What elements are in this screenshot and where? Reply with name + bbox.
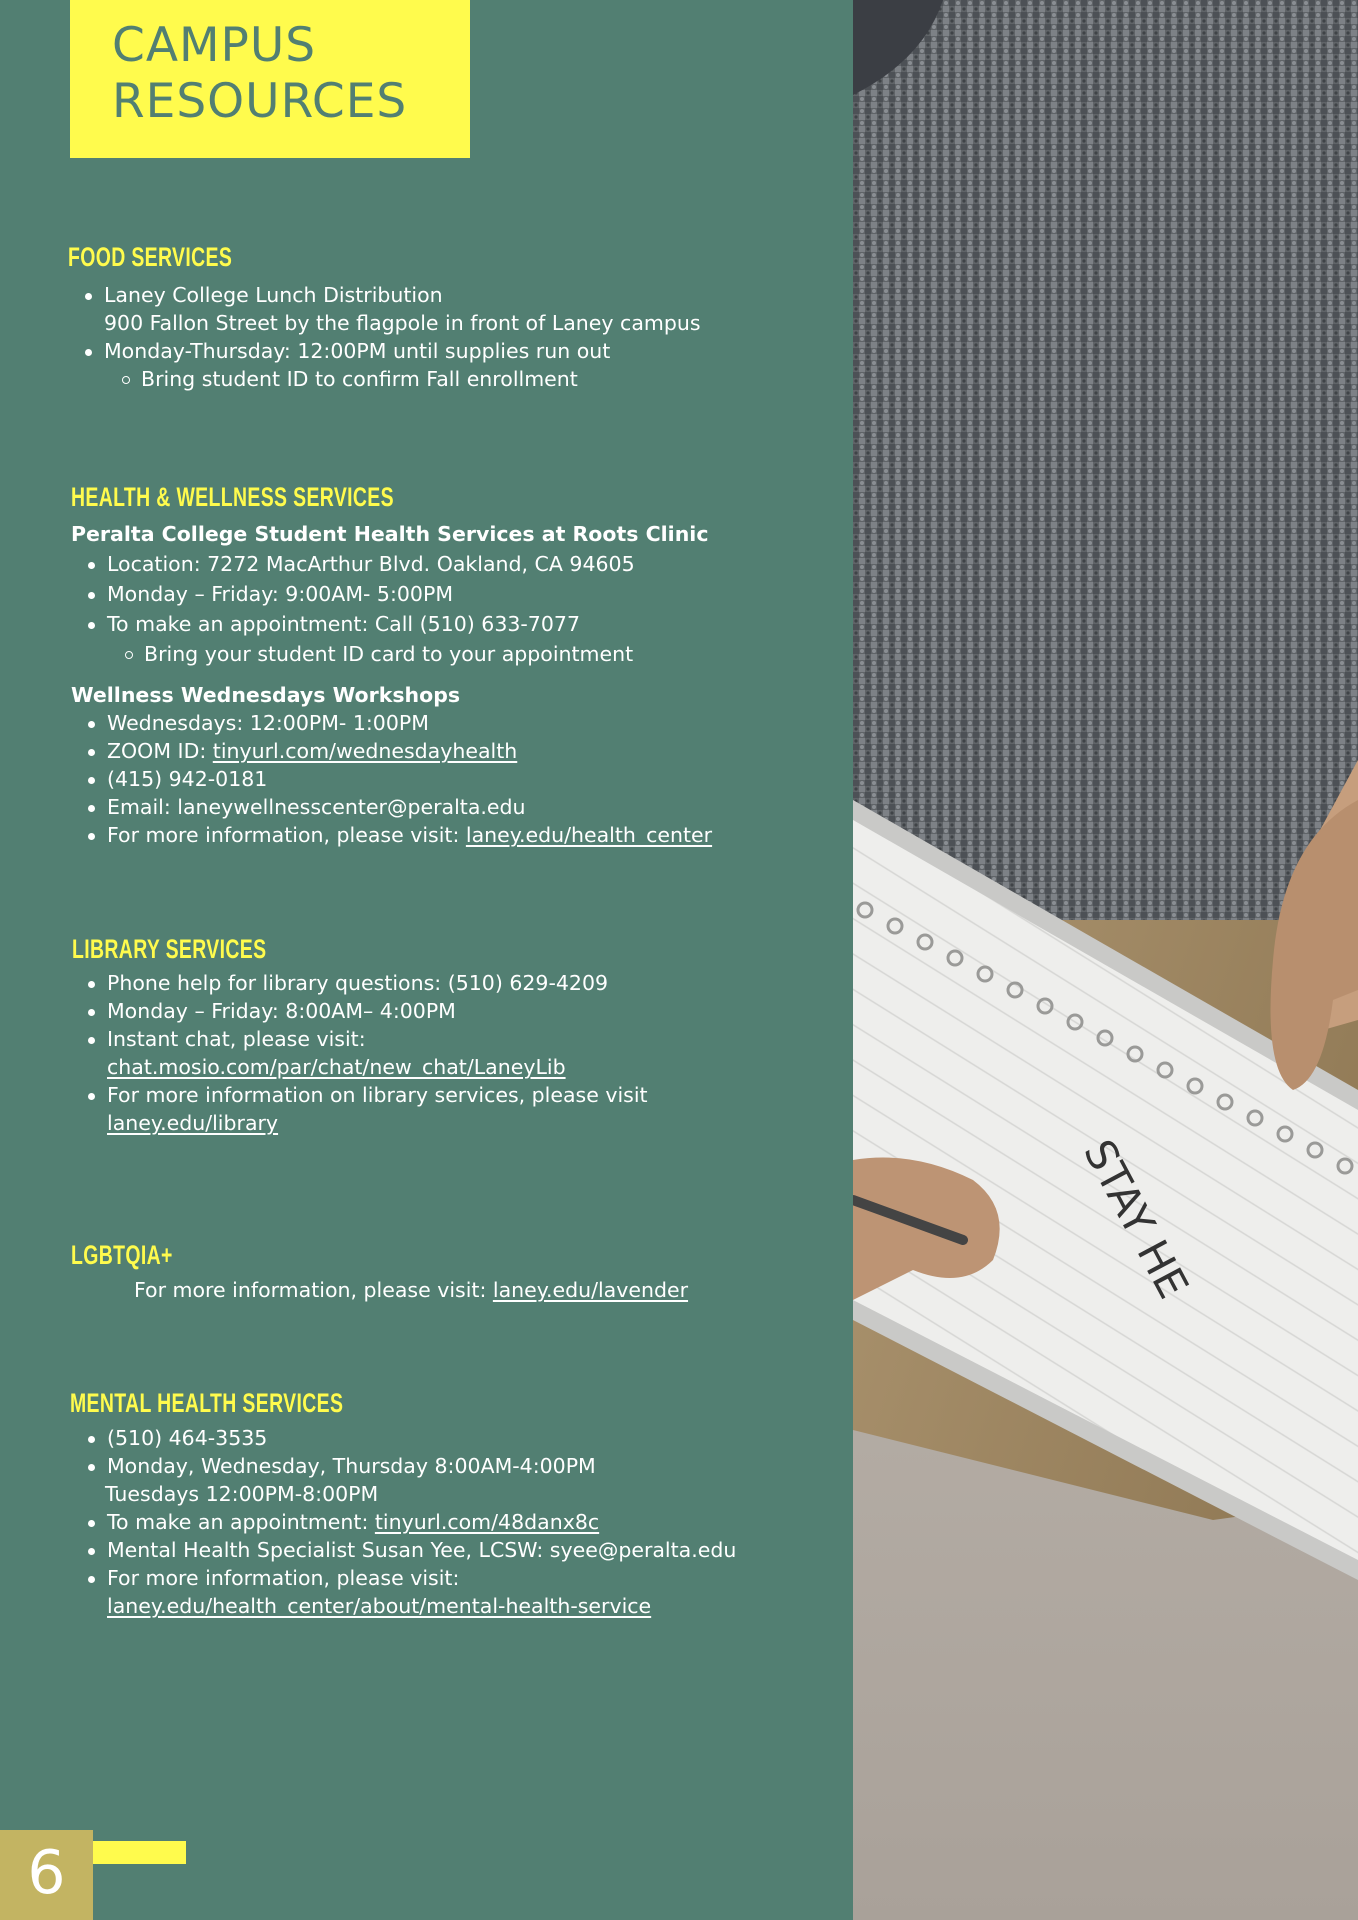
mental-health-link[interactable]: laney.edu/health_center/about/mental-health-service — [107, 1594, 652, 1618]
library-hours: Monday – Friday: 8:00AM– 4:00PM — [107, 999, 456, 1023]
mental-phone: (510) 464-3535 — [107, 1426, 268, 1450]
page-number: 6 — [27, 1838, 66, 1908]
sub-bullet — [125, 651, 133, 659]
clinic-appointment: To make an appointment: Call (510) 633-7077 — [107, 612, 580, 636]
photo-panel — [853, 0, 1358, 1920]
bullet — [88, 1037, 95, 1044]
bullet — [88, 805, 95, 812]
page-title-line-2: RESOURCES — [112, 74, 408, 129]
food-services-heading: FOOD SERVICES — [68, 242, 233, 272]
bullet — [88, 1464, 95, 1471]
library-chat-link[interactable]: chat.mosio.com/par/chat/new_chat/LaneyLib — [107, 1055, 566, 1079]
bullet — [85, 293, 92, 300]
lavender-link[interactable]: laney.edu/lavender — [492, 1278, 689, 1302]
library-info-label: For more information on library services, please visit — [107, 1083, 648, 1107]
wellness-email: Email: laneywellnesscenter@peralta.edu — [107, 795, 526, 819]
lgbtqia-heading: LGBTQIA+ — [71, 1240, 173, 1270]
bullet — [88, 777, 95, 784]
bullet — [85, 349, 92, 356]
bullet — [88, 1009, 95, 1016]
mental-health-heading: MENTAL HEALTH SERVICES — [70, 1388, 344, 1418]
lgbtqia-info: For more information, please visit: laney.edu/lavender — [134, 1278, 689, 1302]
food-item-1-line-1: Laney College Lunch Distribution — [104, 283, 443, 307]
mental-info-label: For more information, please visit: — [107, 1566, 460, 1590]
health-wellness-heading: HEALTH & WELLNESS SERVICES — [71, 482, 394, 512]
bullet — [88, 1093, 95, 1100]
page-accent-bar — [93, 1841, 186, 1864]
appointment-link[interactable]: tinyurl.com/48danx8c — [374, 1510, 600, 1534]
bullet — [88, 1576, 95, 1583]
bullet — [88, 721, 95, 728]
bullet — [88, 1520, 95, 1527]
bullet — [88, 622, 95, 629]
bullet — [88, 981, 95, 988]
wellness-title: Wellness Wednesdays Workshops — [71, 683, 461, 707]
clinic-hours: Monday – Friday: 9:00AM- 5:00PM — [107, 582, 454, 606]
food-item-2: Monday-Thursday: 12:00PM until supplies run out — [104, 339, 611, 363]
library-services-heading: LIBRARY SERVICES — [72, 934, 267, 964]
bullet — [88, 1436, 95, 1443]
bullet — [88, 1548, 95, 1555]
wellness-phone: (415) 942-0181 — [107, 767, 268, 791]
clinic-title: Peralta College Student Health Services at Roots Clinic — [71, 522, 709, 546]
mental-hours-1: Monday, Wednesday, Thursday 8:00AM-4:00PM — [107, 1454, 596, 1478]
clinic-appointment-sub: Bring your student ID card to your appointment — [144, 642, 634, 666]
health-center-link[interactable]: laney.edu/health_center — [465, 823, 713, 847]
page-title-line-1: CAMPUS — [112, 18, 317, 73]
food-item-1-line-2: 900 Fallon Street by the flagpole in front of Laney campus — [104, 311, 701, 335]
library-chat-label: Instant chat, please visit: — [107, 1027, 366, 1051]
zoom-link[interactable]: tinyurl.com/wednesdayhealth — [212, 739, 518, 763]
wellness-zoom: ZOOM ID: tinyurl.com/wednesdayhealth — [107, 739, 518, 763]
food-sub-item: Bring student ID to confirm Fall enrollment — [141, 367, 578, 391]
bullet — [88, 562, 95, 569]
notebook-handwriting: STAY HE — [1074, 1131, 1199, 1307]
mental-appointment: To make an appointment: tinyurl.com/48danx8c — [107, 1510, 600, 1534]
health-info: For more information, please visit: laney.edu/health_center — [107, 823, 713, 847]
mental-hours-2: Tuesdays 12:00PM-8:00PM — [105, 1482, 379, 1506]
mental-specialist: Mental Health Specialist Susan Yee, LCSW: syee@peralta.edu — [107, 1538, 737, 1562]
sub-bullet — [122, 376, 130, 384]
bullet — [88, 833, 95, 840]
wellness-hours: Wednesdays: 12:00PM- 1:00PM — [107, 711, 429, 735]
bullet — [88, 592, 95, 599]
student-notebook-photo — [853, 0, 1358, 1920]
title-box — [70, 0, 470, 158]
library-link[interactable]: laney.edu/library — [107, 1111, 279, 1135]
library-phone: Phone help for library questions: (510) 629-4209 — [107, 971, 609, 995]
clinic-location: Location: 7272 MacArthur Blvd. Oakland, CA 94605 — [107, 552, 635, 576]
bullet — [88, 749, 95, 756]
